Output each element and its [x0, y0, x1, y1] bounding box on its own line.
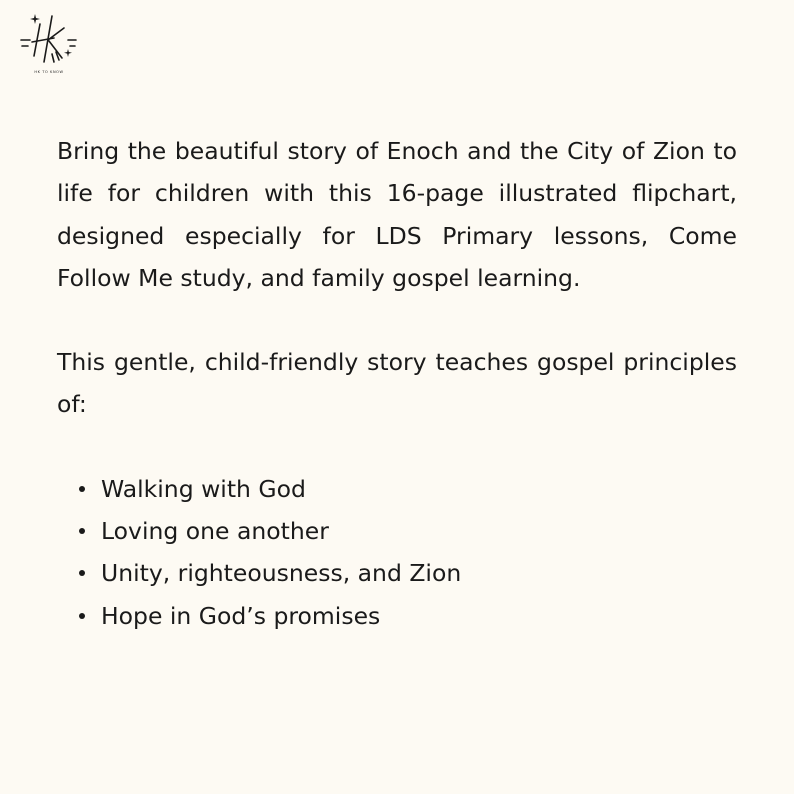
list-item: Loving one another — [101, 510, 737, 552]
description-content — [57, 130, 737, 637]
brand-logo — [18, 10, 80, 76]
intro-paragraph: Bring the beautiful story of Enoch and the City of Zion to life for children with this 16-page illustrated flipchart, designed especially for LDS Primary lessons, Come Follow Me study, and family gospel learning. — [57, 137, 737, 292]
hk-monogram-icon — [18, 10, 80, 70]
logo-tagline: HK TO KNOW — [34, 70, 64, 74]
principles-intro: This gentle, child-friendly story teaches gospel principles of: — [57, 348, 737, 419]
list-item: Walking with God — [101, 468, 737, 510]
list-item: Unity, righteousness, and Zion — [101, 552, 737, 594]
principles-list — [57, 468, 737, 637]
list-item: Hope in God’s promises — [101, 595, 737, 637]
